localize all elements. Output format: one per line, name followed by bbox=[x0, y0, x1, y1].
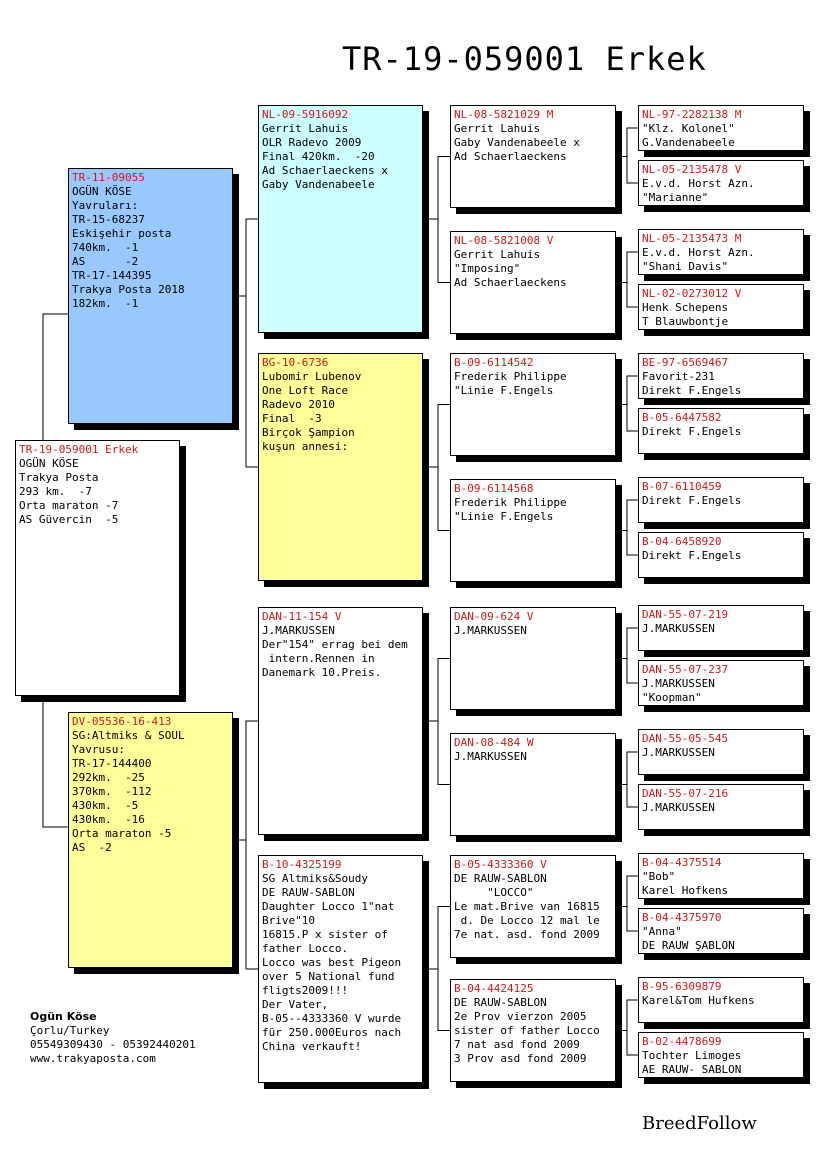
pedigree-detail: TR-15-68237 bbox=[72, 213, 145, 226]
great-great-grandparent-card bbox=[638, 229, 804, 275]
great-great-grandparent-card bbox=[638, 977, 804, 1023]
pedigree-detail: Karel Hofkens bbox=[642, 884, 729, 897]
pedigree-detail: OGÜN KÖSE bbox=[72, 185, 132, 198]
pedigree-detail: Direkt F.Engels bbox=[642, 494, 742, 507]
pedigree-detail: Gerrit Lahuis bbox=[454, 248, 541, 261]
pedigree-detail: DE RAUW-SABLON bbox=[454, 996, 547, 1009]
ring-number: B-04-4424125 bbox=[454, 982, 534, 995]
ring-number: B-09-6114542 bbox=[454, 356, 534, 369]
pedigree-detail: 182km. -1 bbox=[72, 297, 139, 310]
ring-number: NL-05-2135473 M bbox=[642, 232, 742, 245]
connector-line bbox=[438, 405, 450, 531]
pedigree-detail: J.MARKUSSEN bbox=[642, 677, 715, 690]
pedigree-detail: Der Vater, bbox=[262, 998, 329, 1011]
pedigree-detail: kuşun annesi: bbox=[262, 440, 349, 453]
pedigree-detail: E.v.d. Horst Azn. bbox=[642, 177, 755, 190]
great-great-grandparent-card bbox=[638, 784, 804, 830]
pedigree-detail: fligts2009!!! bbox=[262, 984, 349, 997]
pedigree-detail: Direkt F.Engels bbox=[642, 384, 742, 397]
pedigree-detail: Radevo 2010 bbox=[262, 398, 335, 411]
pedigree-detail: Gerrit Lahuis bbox=[454, 122, 541, 135]
pedigree-detail: 740km. -1 bbox=[72, 241, 139, 254]
pedigree-detail: Eskişehir posta bbox=[72, 227, 172, 240]
pedigree-detail: 430km. -16 bbox=[72, 813, 145, 826]
pedigree-detail: J.MARKUSSEN bbox=[262, 624, 335, 637]
connector-line bbox=[627, 876, 638, 931]
grandparent-card bbox=[258, 607, 423, 835]
pedigree-detail: TR-17-144400 bbox=[72, 757, 152, 770]
great-great-grandparent-card bbox=[638, 853, 804, 899]
pedigree-detail: für 250.000Euros nach bbox=[262, 1026, 402, 1039]
pedigree-detail: "Shani Davis" bbox=[642, 260, 729, 273]
ring-number: BG-10-6736 bbox=[262, 356, 329, 369]
pedigree-detail: Final -3 bbox=[262, 412, 322, 425]
pedigree-detail: Lubomir Lubenov bbox=[262, 370, 362, 383]
pedigree-detail: Direkt F.Engels bbox=[642, 549, 742, 562]
pedigree-detail: sister of father Locco bbox=[454, 1024, 600, 1037]
pedigree-detail: Henk Schepens bbox=[642, 301, 729, 314]
pedigree-detail: Daughter Locco 1"nat bbox=[262, 900, 395, 913]
ring-number: B-02-4478699 bbox=[642, 1035, 722, 1048]
page-title: TR-19-059001 Erkek bbox=[342, 40, 707, 78]
pedigree-detail: AS -2 bbox=[72, 255, 139, 268]
connector-line bbox=[627, 1000, 638, 1055]
pedigree-detail: AS Güvercin -5 bbox=[19, 513, 119, 526]
great-great-grandparent-card bbox=[638, 660, 804, 706]
pedigree-detail: J.MARKUSSEN bbox=[642, 622, 715, 635]
pedigree-detail: Tochter Limoges bbox=[642, 1049, 742, 1062]
ring-number: DV-05536-16-413 bbox=[72, 715, 172, 728]
pedigree-detail: E.v.d. Horst Azn. bbox=[642, 246, 755, 259]
pedigree-detail: Brive"10 bbox=[262, 914, 315, 927]
ring-number: B-10-4325199 bbox=[262, 858, 342, 871]
sire-card bbox=[68, 168, 233, 424]
connector-line bbox=[438, 659, 450, 785]
great-grandparent-card bbox=[450, 855, 616, 958]
pedigree-detail: Gerrit Lahuis bbox=[262, 122, 349, 135]
ring-number: NL-08-5821029 M bbox=[454, 108, 554, 121]
pedigree-detail: Frederik Philippe bbox=[454, 370, 567, 383]
great-grandparent-card bbox=[450, 353, 616, 456]
pedigree-detail: DE RAUW-SABLON bbox=[262, 886, 355, 899]
pedigree-detail: TR-17-144395 bbox=[72, 269, 152, 282]
pedigree-detail: 2e Prov vierzon 2005 bbox=[454, 1010, 587, 1023]
pedigree-detail: SG Altmiks&Soudy bbox=[262, 872, 368, 885]
pedigree-detail: Danemark 10.Preis. bbox=[262, 666, 382, 679]
pedigree-detail: One Loft Race bbox=[262, 384, 349, 397]
grandparent-card bbox=[258, 855, 423, 1083]
pedigree-detail: J.MARKUSSEN bbox=[454, 750, 527, 763]
great-great-grandparent-card bbox=[638, 1032, 804, 1078]
pedigree-detail: over 5 National fund bbox=[262, 970, 395, 983]
pedigree-detail: Final 420km. -20 bbox=[262, 150, 375, 163]
great-great-grandparent-card bbox=[638, 605, 804, 651]
great-grandparent-card bbox=[450, 105, 616, 208]
pedigree-detail: OGÜN KÖSE bbox=[19, 457, 79, 470]
pedigree-detail: Gaby Vandenabeele x bbox=[454, 136, 580, 149]
brand-logo: BreedFollow bbox=[642, 1113, 757, 1134]
ring-number: NL-97-2282138 M bbox=[642, 108, 742, 121]
pedigree-detail: Yavrusu: bbox=[72, 743, 125, 756]
pedigree-detail: Trakya Posta bbox=[19, 471, 99, 484]
connector-line bbox=[246, 219, 258, 467]
connector-line bbox=[627, 376, 638, 431]
pedigree-detail: "Linie F.Engels bbox=[454, 384, 554, 397]
pedigree-detail: Birçok Şampion bbox=[262, 426, 355, 439]
connector-line bbox=[246, 721, 258, 969]
great-great-grandparent-card bbox=[638, 160, 804, 206]
pedigree-detail: DE RAUW-SABLON bbox=[454, 872, 547, 885]
pedigree-detail: Yavruları: bbox=[72, 199, 139, 212]
ring-number: DAN-55-07-216 bbox=[642, 787, 729, 800]
pedigree-detail: Ad Schaerlaeckens x bbox=[262, 164, 388, 177]
breeder-location: Çorlu/Turkey bbox=[30, 1024, 110, 1037]
pedigree-detail: Karel&Tom Hufkens bbox=[642, 994, 755, 1007]
breeder-phone: 05549309430 - 05392440201 bbox=[30, 1038, 196, 1051]
pedigree-detail: Gaby Vandenabeele bbox=[262, 178, 375, 191]
ring-number: NL-08-5821008 V bbox=[454, 234, 554, 247]
ring-number: DAN-11-154 V bbox=[262, 610, 342, 623]
pedigree-detail: OLR Radevo 2009 bbox=[262, 136, 362, 149]
great-great-grandparent-card bbox=[638, 353, 804, 399]
pedigree-detail: Favorit-231 bbox=[642, 370, 715, 383]
breeder-contact bbox=[30, 1010, 196, 1066]
pedigree-detail: J.MARKUSSEN bbox=[454, 624, 527, 637]
pedigree-detail: "Linie F.Engels bbox=[454, 510, 554, 523]
pedigree-detail: 370km. -112 bbox=[72, 785, 152, 798]
ring-number: DAN-09-624 V bbox=[454, 610, 534, 623]
pedigree-detail: "Bob" bbox=[642, 870, 676, 883]
pedigree-detail: d. De Locco 12 mal le bbox=[454, 914, 600, 927]
connector-line bbox=[627, 500, 638, 555]
ring-number: B-04-4375970 bbox=[642, 911, 722, 924]
breeder-website[interactable]: www.trakyaposta.com bbox=[30, 1052, 156, 1065]
pedigree-detail: "Koopman" bbox=[642, 691, 702, 704]
connector-line bbox=[627, 128, 638, 183]
pedigree-detail: 292km. -25 bbox=[72, 771, 145, 784]
great-great-grandparent-card bbox=[638, 908, 804, 954]
grandparent-card bbox=[258, 353, 423, 581]
pedigree-detail: DE RAUW ŞABLON bbox=[642, 939, 735, 952]
connector-line bbox=[627, 252, 638, 307]
ring-number: B-05-4333360 V bbox=[454, 858, 547, 871]
dam-card bbox=[68, 712, 233, 968]
ring-number: DAN-08-484 W bbox=[454, 736, 534, 749]
ring-number: B-04-6458920 bbox=[642, 535, 722, 548]
pedigree-detail: SG:Altmiks & SOUL bbox=[72, 729, 185, 742]
pedigree-detail: "Klz. Kolonel" bbox=[642, 122, 735, 135]
pedigree-detail: AS -2 bbox=[72, 841, 112, 854]
ring-number: B-09-6114568 bbox=[454, 482, 534, 495]
great-grandparent-card bbox=[450, 733, 616, 836]
connector-line bbox=[438, 907, 450, 1031]
pedigree-detail: Orta maraton -5 bbox=[72, 827, 172, 840]
great-great-grandparent-card bbox=[638, 284, 804, 330]
ring-number: B-04-4375514 bbox=[642, 856, 722, 869]
ring-number: B-07-6110459 bbox=[642, 480, 722, 493]
pedigree-detail: 7e nat. asd. fond 2009 bbox=[454, 928, 600, 941]
pedigree-detail: J.MARKUSSEN bbox=[642, 801, 715, 814]
great-great-grandparent-card bbox=[638, 477, 804, 523]
pedigree-detail: 293 km. -7 bbox=[19, 485, 92, 498]
ring-number: DAN-55-05-545 bbox=[642, 732, 729, 745]
pedigree-detail: AE RAUW- SABLON bbox=[642, 1063, 742, 1076]
great-grandparent-card bbox=[450, 607, 616, 710]
great-great-grandparent-card bbox=[638, 105, 804, 151]
ring-number: DAN-55-07-237 bbox=[642, 663, 729, 676]
great-grandparent-card bbox=[450, 979, 616, 1082]
pedigree-detail: China verkauft! bbox=[262, 1040, 362, 1053]
ring-number: BE-97-6569467 bbox=[642, 356, 729, 369]
pedigree-detail: Le mat.Brive van 16815 bbox=[454, 900, 600, 913]
pedigree-detail: Direkt F.Engels bbox=[642, 425, 742, 438]
pedigree-detail: Ad Schaerlaeckens bbox=[454, 276, 567, 289]
pedigree-detail: Locco was best Pigeon bbox=[262, 956, 402, 969]
connector-line bbox=[627, 628, 638, 683]
pedigree-detail: 430km. -5 bbox=[72, 799, 139, 812]
pedigree-detail: 3 Prov asd fond 2009 bbox=[454, 1052, 587, 1065]
great-great-grandparent-card bbox=[638, 408, 804, 454]
pedigree-detail: J.MARKUSSEN bbox=[642, 746, 715, 759]
connector-line bbox=[438, 157, 450, 283]
pedigree-detail: Der"154" errag bei dem bbox=[262, 638, 408, 651]
pedigree-detail: 16815.P x sister of bbox=[262, 928, 388, 941]
pedigree-detail: intern.Rennen in bbox=[262, 652, 375, 665]
ring-number: B-95-6309879 bbox=[642, 980, 722, 993]
ring-number: TR-19-059001 Erkek bbox=[19, 443, 139, 456]
pedigree-detail: "Marianne" bbox=[642, 191, 709, 204]
great-great-grandparent-card bbox=[638, 532, 804, 578]
pedigree-detail: Orta maraton -7 bbox=[19, 499, 119, 512]
connector-line bbox=[627, 752, 638, 807]
pedigree-detail: Ad Schaerlaeckens bbox=[454, 150, 567, 163]
pedigree-detail: "Anna" bbox=[642, 925, 682, 938]
ring-number: DAN-55-07-219 bbox=[642, 608, 729, 621]
pedigree-detail: Trakya Posta 2018 bbox=[72, 283, 185, 296]
great-great-grandparent-card bbox=[638, 729, 804, 775]
subject-pigeon-card bbox=[15, 440, 180, 696]
pedigree-detail: G.Vandenabeele bbox=[642, 136, 735, 149]
pedigree-detail: B-05--4333360 V wurde bbox=[262, 1012, 402, 1025]
ring-number: TR-11-09055 bbox=[72, 171, 145, 184]
ring-number: NL-05-2135478 V bbox=[642, 163, 742, 176]
pedigree-detail: 7 nat asd fond 2009 bbox=[454, 1038, 580, 1051]
pedigree-detail: Frederik Philippe bbox=[454, 496, 567, 509]
pedigree-detail: "Imposing" bbox=[454, 262, 521, 275]
ring-number: NL-09-5916092 bbox=[262, 108, 349, 121]
pedigree-detail: "LOCCO" bbox=[454, 886, 534, 899]
pedigree-detail: father Locco. bbox=[262, 942, 349, 955]
grandparent-card bbox=[258, 105, 423, 333]
great-grandparent-card bbox=[450, 231, 616, 334]
ring-number: NL-02-0273012 V bbox=[642, 287, 742, 300]
breeder-name: Ogün Köse bbox=[30, 1010, 97, 1023]
pedigree-detail: T Blauwbontje bbox=[642, 315, 729, 328]
ring-number: B-05-6447582 bbox=[642, 411, 722, 424]
great-grandparent-card bbox=[450, 479, 616, 582]
